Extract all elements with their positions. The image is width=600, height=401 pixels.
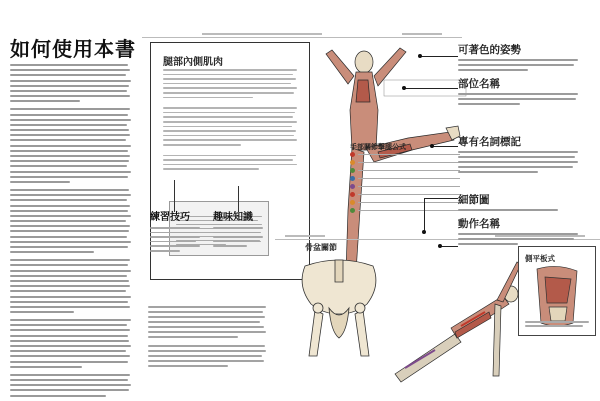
legend-item [350, 192, 460, 197]
callout-title: 練習技巧 [150, 212, 190, 223]
leader-line [424, 198, 458, 199]
leader-line [440, 246, 458, 247]
page-title: 如何使用本書 [10, 37, 136, 61]
note-title: 細節圖 [458, 194, 490, 206]
bottom-body-text [148, 306, 266, 370]
leader-node [438, 244, 442, 248]
leader-line [432, 146, 458, 147]
legend-item [350, 208, 460, 213]
legend-item [350, 168, 460, 173]
leader-line [404, 88, 458, 89]
chapter-heading: 腿部內側肌肉 [163, 57, 223, 68]
leader-line [424, 198, 425, 232]
intro-paragraph-2 [10, 108, 132, 183]
pelvis-illustration [285, 252, 393, 362]
note-term-marks [458, 134, 600, 176]
side-plank-detail-box [518, 246, 596, 336]
note-action-name [458, 216, 600, 248]
leader-line [420, 56, 458, 57]
intro-paragraph-1 [10, 64, 132, 102]
intro-paragraph-3 [10, 189, 132, 253]
callout-functional-knowledge [213, 208, 263, 250]
leader-node [430, 144, 434, 148]
note-colorable-pose [458, 42, 600, 74]
intro-paragraph-5 [10, 319, 132, 368]
note-title: 專有名詞標記 [458, 136, 521, 148]
note-title: 部位名稱 [458, 78, 500, 90]
intro-paragraph-6 [10, 374, 132, 397]
intro-paragraph-4 [10, 259, 132, 313]
chapter-body-text [163, 69, 297, 173]
legend-item [350, 176, 460, 181]
pelvis-heading: 骨盆關節 [305, 243, 337, 252]
leader-node [422, 230, 426, 234]
note-title: 可著色的姿勢 [458, 44, 521, 56]
sample-spread-bottom [275, 226, 600, 398]
legend-item [350, 184, 460, 189]
intro-text-column [10, 64, 132, 401]
note-detail-view [458, 192, 600, 214]
muscle-group-label: 手部關節擊腿公式 [350, 143, 406, 151]
legend-item [350, 152, 460, 157]
callout-practice-tip [150, 208, 200, 255]
leader-node [418, 54, 422, 58]
note-part-names [458, 76, 600, 108]
legend-item [350, 160, 460, 165]
anatomy-figure-side-plank [385, 256, 525, 396]
side-plank-heading: 側平板式 [525, 254, 555, 263]
legend-item [350, 200, 460, 205]
note-title: 動作名稱 [458, 218, 500, 230]
page-running-head [142, 30, 462, 38]
pelvis-detail [285, 243, 393, 374]
callout-title: 趣味知識 [213, 212, 253, 223]
muscle-legend-list [350, 152, 460, 216]
leader-node [402, 86, 406, 90]
